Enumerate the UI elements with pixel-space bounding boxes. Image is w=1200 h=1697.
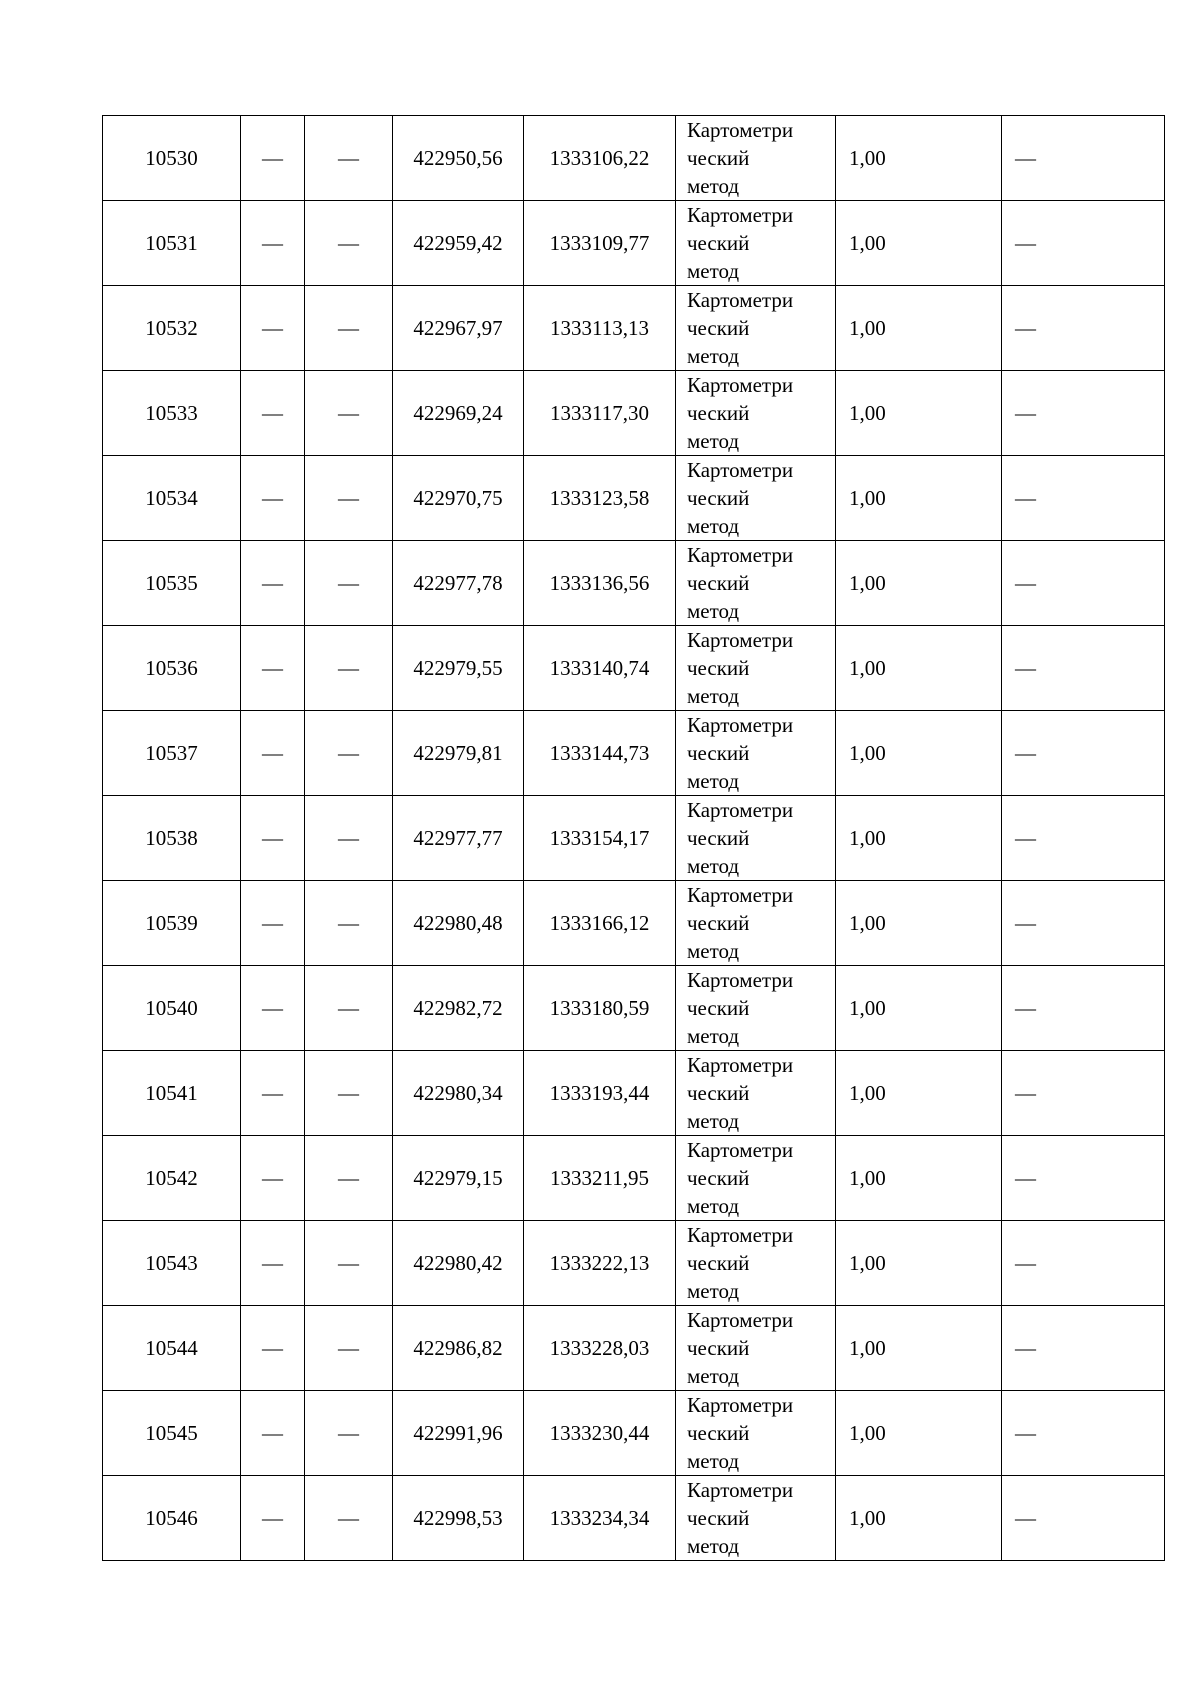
y-coordinate-cell: 1333140,74 bbox=[524, 626, 676, 711]
method-cell bbox=[676, 796, 836, 881]
empty-dash-cell: — bbox=[241, 711, 305, 796]
x-coordinate-cell: 422982,72 bbox=[393, 966, 524, 1051]
method-cell bbox=[676, 456, 836, 541]
method-cell bbox=[676, 711, 836, 796]
x-coordinate-cell: 422979,81 bbox=[393, 711, 524, 796]
y-coordinate-cell: 1333166,12 bbox=[524, 881, 676, 966]
empty-dash-cell: — bbox=[305, 286, 393, 371]
empty-dash-cell: — bbox=[305, 456, 393, 541]
point-number-cell: 10538 bbox=[103, 796, 241, 881]
method-line: метод bbox=[687, 684, 740, 708]
x-coordinate-cell: 422998,53 bbox=[393, 1476, 524, 1561]
accuracy-cell: 1,00 bbox=[836, 1306, 1002, 1391]
empty-dash-cell: — bbox=[241, 1136, 305, 1221]
accuracy-cell: 1,00 bbox=[836, 1221, 1002, 1306]
empty-dash-cell: — bbox=[241, 1221, 305, 1306]
x-coordinate-cell: 422986,82 bbox=[393, 1306, 524, 1391]
method-line: Картометри bbox=[687, 1308, 794, 1332]
x-coordinate-cell: 422970,75 bbox=[393, 456, 524, 541]
empty-dash-cell: — bbox=[1002, 1221, 1165, 1306]
y-coordinate-cell: 1333154,17 bbox=[524, 796, 676, 881]
empty-dash-cell: — bbox=[1002, 1391, 1165, 1476]
y-coordinate-cell: 1333228,03 bbox=[524, 1306, 676, 1391]
point-number-cell: 10542 bbox=[103, 1136, 241, 1221]
accuracy-cell: 1,00 bbox=[836, 881, 1002, 966]
y-coordinate-cell: 1333109,77 bbox=[524, 201, 676, 286]
method-cell bbox=[676, 1306, 836, 1391]
y-coordinate-cell: 1333234,34 bbox=[524, 1476, 676, 1561]
accuracy-cell: 1,00 bbox=[836, 1391, 1002, 1476]
accuracy-cell: 1,00 bbox=[836, 1051, 1002, 1136]
point-number-cell: 10539 bbox=[103, 881, 241, 966]
method-line: Картометри bbox=[687, 968, 794, 992]
method-cell bbox=[676, 286, 836, 371]
empty-dash-cell: — bbox=[1002, 371, 1165, 456]
accuracy-cell: 1,00 bbox=[836, 796, 1002, 881]
method-cell bbox=[676, 371, 836, 456]
accuracy-cell: 1,00 bbox=[836, 371, 1002, 456]
y-coordinate-cell: 1333222,13 bbox=[524, 1221, 676, 1306]
method-line: метод bbox=[687, 599, 740, 623]
empty-dash-cell: — bbox=[241, 201, 305, 286]
x-coordinate-cell: 422967,97 bbox=[393, 286, 524, 371]
empty-dash-cell: — bbox=[305, 1136, 393, 1221]
table-row bbox=[103, 626, 1165, 711]
accuracy-cell: 1,00 bbox=[836, 456, 1002, 541]
method-cell bbox=[676, 966, 836, 1051]
empty-dash-cell: — bbox=[305, 541, 393, 626]
y-coordinate-cell: 1333193,44 bbox=[524, 1051, 676, 1136]
x-coordinate-cell: 422979,55 bbox=[393, 626, 524, 711]
method-cell bbox=[676, 541, 836, 626]
table-row bbox=[103, 1136, 1165, 1221]
accuracy-cell: 1,00 bbox=[836, 116, 1002, 201]
method-cell bbox=[676, 1051, 836, 1136]
y-coordinate-cell: 1333117,30 bbox=[524, 371, 676, 456]
method-line: Картометри bbox=[687, 203, 794, 227]
method-cell bbox=[676, 1476, 836, 1561]
empty-dash-cell: — bbox=[305, 201, 393, 286]
empty-dash-cell: — bbox=[241, 456, 305, 541]
y-coordinate-cell: 1333113,13 bbox=[524, 286, 676, 371]
method-line: ческий bbox=[687, 996, 750, 1020]
empty-dash-cell: — bbox=[1002, 711, 1165, 796]
table-row bbox=[103, 796, 1165, 881]
empty-dash-cell: — bbox=[305, 1306, 393, 1391]
table-row bbox=[103, 966, 1165, 1051]
empty-dash-cell: — bbox=[1002, 201, 1165, 286]
method-line: ческий bbox=[687, 146, 750, 170]
table-row bbox=[103, 1476, 1165, 1561]
method-line: метод bbox=[687, 344, 740, 368]
x-coordinate-cell: 422980,42 bbox=[393, 1221, 524, 1306]
point-number-cell: 10533 bbox=[103, 371, 241, 456]
x-coordinate-cell: 422950,56 bbox=[393, 116, 524, 201]
method-cell bbox=[676, 1221, 836, 1306]
accuracy-cell: 1,00 bbox=[836, 286, 1002, 371]
point-number-cell: 10540 bbox=[103, 966, 241, 1051]
empty-dash-cell: — bbox=[1002, 966, 1165, 1051]
table-row bbox=[103, 711, 1165, 796]
empty-dash-cell: — bbox=[1002, 881, 1165, 966]
point-number-cell: 10541 bbox=[103, 1051, 241, 1136]
x-coordinate-cell: 422991,96 bbox=[393, 1391, 524, 1476]
empty-dash-cell: — bbox=[305, 1391, 393, 1476]
empty-dash-cell: — bbox=[241, 1391, 305, 1476]
empty-dash-cell: — bbox=[241, 286, 305, 371]
table-row bbox=[103, 881, 1165, 966]
method-line: Картометри bbox=[687, 713, 794, 737]
empty-dash-cell: — bbox=[241, 1051, 305, 1136]
x-coordinate-cell: 422959,42 bbox=[393, 201, 524, 286]
method-line: метод bbox=[687, 769, 740, 793]
empty-dash-cell: — bbox=[241, 1306, 305, 1391]
method-line: метод bbox=[687, 1194, 740, 1218]
method-line: ческий bbox=[687, 1166, 750, 1190]
method-line: метод bbox=[687, 259, 740, 283]
method-line: ческий bbox=[687, 656, 750, 680]
empty-dash-cell: — bbox=[305, 371, 393, 456]
accuracy-cell: 1,00 bbox=[836, 201, 1002, 286]
empty-dash-cell: — bbox=[241, 796, 305, 881]
point-number-cell: 10545 bbox=[103, 1391, 241, 1476]
table-row bbox=[103, 1221, 1165, 1306]
empty-dash-cell: — bbox=[1002, 626, 1165, 711]
method-line: ческий bbox=[687, 1336, 750, 1360]
method-cell bbox=[676, 1136, 836, 1221]
empty-dash-cell: — bbox=[305, 116, 393, 201]
empty-dash-cell: — bbox=[1002, 796, 1165, 881]
method-line: Картометри bbox=[687, 118, 794, 142]
method-line: Картометри bbox=[687, 628, 794, 652]
table-row bbox=[103, 541, 1165, 626]
empty-dash-cell: — bbox=[305, 1221, 393, 1306]
accuracy-cell: 1,00 bbox=[836, 541, 1002, 626]
point-number-cell: 10537 bbox=[103, 711, 241, 796]
empty-dash-cell: — bbox=[241, 371, 305, 456]
method-cell bbox=[676, 201, 836, 286]
empty-dash-cell: — bbox=[1002, 1051, 1165, 1136]
method-line: метод bbox=[687, 854, 740, 878]
x-coordinate-cell: 422980,48 bbox=[393, 881, 524, 966]
point-number-cell: 10543 bbox=[103, 1221, 241, 1306]
empty-dash-cell: — bbox=[305, 626, 393, 711]
empty-dash-cell: — bbox=[305, 966, 393, 1051]
accuracy-cell: 1,00 bbox=[836, 966, 1002, 1051]
x-coordinate-cell: 422980,34 bbox=[393, 1051, 524, 1136]
method-line: ческий bbox=[687, 741, 750, 765]
method-line: метод bbox=[687, 174, 740, 198]
method-line: ческий bbox=[687, 1251, 750, 1275]
table-body bbox=[103, 116, 1165, 1561]
point-number-cell: 10536 bbox=[103, 626, 241, 711]
point-number-cell: 10530 bbox=[103, 116, 241, 201]
empty-dash-cell: — bbox=[1002, 116, 1165, 201]
method-line: ческий bbox=[687, 1081, 750, 1105]
method-line: ческий bbox=[687, 571, 750, 595]
y-coordinate-cell: 1333211,95 bbox=[524, 1136, 676, 1221]
y-coordinate-cell: 1333180,59 bbox=[524, 966, 676, 1051]
table-row bbox=[103, 116, 1165, 201]
empty-dash-cell: — bbox=[1002, 456, 1165, 541]
empty-dash-cell: — bbox=[241, 881, 305, 966]
method-line: метод bbox=[687, 1449, 740, 1473]
empty-dash-cell: — bbox=[241, 116, 305, 201]
table-row bbox=[103, 201, 1165, 286]
method-line: Картометри bbox=[687, 1223, 794, 1247]
x-coordinate-cell: 422977,77 bbox=[393, 796, 524, 881]
empty-dash-cell: — bbox=[241, 541, 305, 626]
method-line: метод bbox=[687, 939, 740, 963]
x-coordinate-cell: 422977,78 bbox=[393, 541, 524, 626]
method-line: ческий bbox=[687, 1506, 750, 1530]
method-line: ческий bbox=[687, 911, 750, 935]
method-line: метод bbox=[687, 1364, 740, 1388]
point-number-cell: 10532 bbox=[103, 286, 241, 371]
empty-dash-cell: — bbox=[241, 966, 305, 1051]
method-line: ческий bbox=[687, 401, 750, 425]
empty-dash-cell: — bbox=[1002, 286, 1165, 371]
method-line: метод bbox=[687, 1024, 740, 1048]
empty-dash-cell: — bbox=[305, 1051, 393, 1136]
method-line: Картометри bbox=[687, 883, 794, 907]
method-line: метод bbox=[687, 1279, 740, 1303]
accuracy-cell: 1,00 bbox=[836, 1136, 1002, 1221]
point-number-cell: 10546 bbox=[103, 1476, 241, 1561]
method-cell bbox=[676, 881, 836, 966]
table-row bbox=[103, 1051, 1165, 1136]
x-coordinate-cell: 422969,24 bbox=[393, 371, 524, 456]
coordinates-table bbox=[102, 115, 1165, 1561]
method-line: Картометри bbox=[687, 543, 794, 567]
method-line: ческий bbox=[687, 1421, 750, 1445]
accuracy-cell: 1,00 bbox=[836, 1476, 1002, 1561]
method-line: Картометри bbox=[687, 458, 794, 482]
method-line: Картометри bbox=[687, 373, 794, 397]
empty-dash-cell: — bbox=[305, 796, 393, 881]
method-cell bbox=[676, 626, 836, 711]
table-row bbox=[103, 456, 1165, 541]
empty-dash-cell: — bbox=[241, 626, 305, 711]
method-line: Картометри bbox=[687, 1138, 794, 1162]
y-coordinate-cell: 1333144,73 bbox=[524, 711, 676, 796]
method-line: метод bbox=[687, 429, 740, 453]
method-line: ческий bbox=[687, 826, 750, 850]
accuracy-cell: 1,00 bbox=[836, 626, 1002, 711]
method-cell bbox=[676, 1391, 836, 1476]
empty-dash-cell: — bbox=[1002, 1476, 1165, 1561]
method-line: ческий bbox=[687, 316, 750, 340]
method-line: Картометри bbox=[687, 288, 794, 312]
method-line: Картометри bbox=[687, 1478, 794, 1502]
method-line: метод bbox=[687, 1109, 740, 1133]
table-row bbox=[103, 286, 1165, 371]
empty-dash-cell: — bbox=[1002, 541, 1165, 626]
x-coordinate-cell: 422979,15 bbox=[393, 1136, 524, 1221]
accuracy-cell: 1,00 bbox=[836, 711, 1002, 796]
point-number-cell: 10531 bbox=[103, 201, 241, 286]
method-line: Картометри bbox=[687, 1053, 794, 1077]
method-line: метод bbox=[687, 1534, 740, 1558]
y-coordinate-cell: 1333106,22 bbox=[524, 116, 676, 201]
y-coordinate-cell: 1333123,58 bbox=[524, 456, 676, 541]
y-coordinate-cell: 1333136,56 bbox=[524, 541, 676, 626]
y-coordinate-cell: 1333230,44 bbox=[524, 1391, 676, 1476]
empty-dash-cell: — bbox=[1002, 1306, 1165, 1391]
empty-dash-cell: — bbox=[305, 1476, 393, 1561]
method-line: метод bbox=[687, 514, 740, 538]
empty-dash-cell: — bbox=[305, 881, 393, 966]
method-line: ческий bbox=[687, 231, 750, 255]
method-cell bbox=[676, 116, 836, 201]
table-row bbox=[103, 371, 1165, 456]
point-number-cell: 10534 bbox=[103, 456, 241, 541]
method-line: Картометри bbox=[687, 798, 794, 822]
method-line: ческий bbox=[687, 486, 750, 510]
point-number-cell: 10544 bbox=[103, 1306, 241, 1391]
table-row bbox=[103, 1391, 1165, 1476]
table-row bbox=[103, 1306, 1165, 1391]
empty-dash-cell: — bbox=[1002, 1136, 1165, 1221]
empty-dash-cell: — bbox=[241, 1476, 305, 1561]
point-number-cell: 10535 bbox=[103, 541, 241, 626]
method-line: Картометри bbox=[687, 1393, 794, 1417]
empty-dash-cell: — bbox=[305, 711, 393, 796]
